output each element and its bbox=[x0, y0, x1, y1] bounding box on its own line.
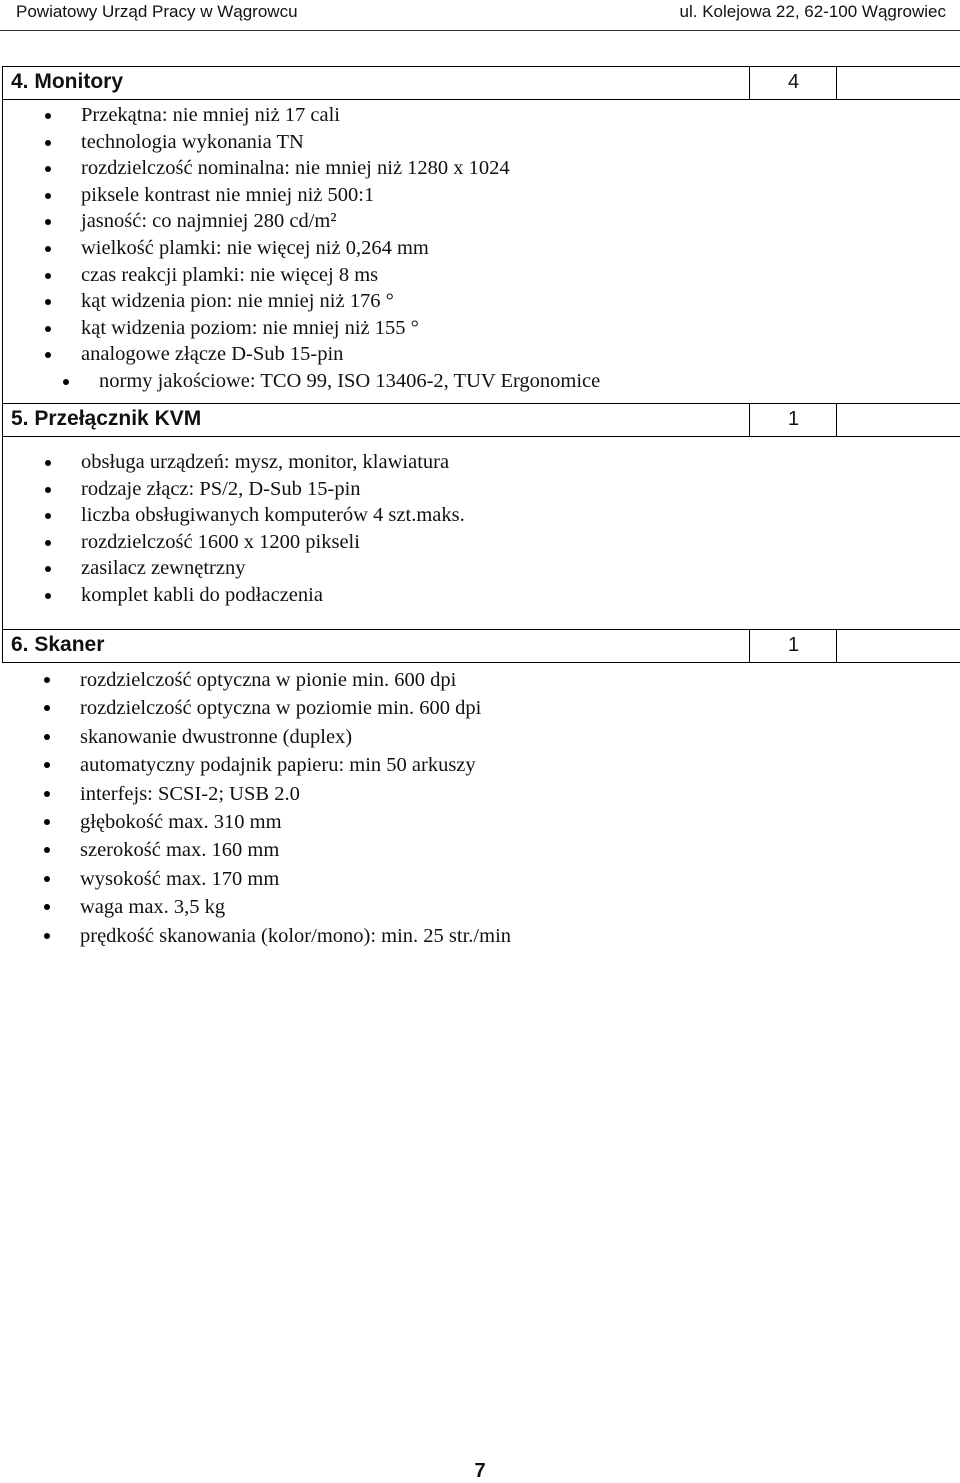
equipment-table bbox=[2, 66, 960, 963]
list-item: szerokość max. 160 mm bbox=[2, 836, 960, 864]
bullet-icon bbox=[44, 819, 50, 825]
page-header bbox=[0, 0, 960, 28]
bullet-icon bbox=[44, 705, 50, 711]
list-item: kąt widzenia pion: nie mniej niż 176 ° bbox=[3, 288, 960, 315]
header-office-name: Powiatowy Urząd Pracy w Wągrowcu bbox=[16, 2, 298, 21]
list-item: prędkość skanowania (kolor/mono): min. 25 str./min bbox=[2, 922, 960, 950]
list-item: wielkość plamki: nie więcej niż 0,264 mm bbox=[3, 235, 960, 262]
bullet-icon bbox=[44, 876, 50, 882]
list-item: skanowanie dwustronne (duplex) bbox=[2, 723, 960, 751]
bullet-icon bbox=[45, 273, 51, 279]
bullet-icon bbox=[45, 540, 51, 546]
quantity-value: 1 bbox=[788, 634, 800, 656]
list-item: rodzaje złącz: PS/2, D-Sub 15-pin bbox=[3, 476, 960, 503]
quantity-cell bbox=[749, 404, 837, 436]
header-address: ul. Kolejowa 22, 62-100 Wągrowiec bbox=[679, 2, 946, 21]
section-monitory bbox=[2, 66, 960, 403]
bullet-icon bbox=[45, 299, 51, 305]
quantity-value: 4 bbox=[788, 71, 800, 93]
section-title: 5. Przełącznik KVM bbox=[11, 407, 202, 430]
header-divider bbox=[0, 30, 960, 31]
bullet-icon bbox=[63, 379, 69, 385]
spec-list bbox=[3, 100, 960, 395]
list-item: czas reakcji plamki: nie więcej 8 ms bbox=[3, 262, 960, 289]
bullet-icon bbox=[45, 460, 51, 466]
quantity-cell bbox=[749, 67, 837, 99]
section-header bbox=[2, 629, 960, 663]
bullet-icon bbox=[45, 193, 51, 199]
page-number: 7 bbox=[474, 1460, 486, 1482]
list-item: kąt widzenia poziom: nie mniej niż 155 ° bbox=[3, 315, 960, 342]
quantity-cell bbox=[749, 630, 837, 662]
list-item: zasilacz zewnętrzny bbox=[3, 555, 960, 582]
bullet-icon bbox=[45, 219, 51, 225]
bullet-icon bbox=[45, 487, 51, 493]
bullet-icon bbox=[45, 140, 51, 146]
bullet-icon bbox=[45, 326, 51, 332]
list-item: liczba obsługiwanych komputerów 4 szt.maks. bbox=[3, 502, 960, 529]
bullet-icon bbox=[45, 566, 51, 572]
bullet-icon bbox=[45, 593, 51, 599]
bullet-icon bbox=[45, 113, 51, 119]
list-item: rozdzielczość 1600 x 1200 pikseli bbox=[3, 529, 960, 556]
bullet-icon bbox=[44, 734, 50, 740]
quantity-value: 1 bbox=[788, 408, 800, 430]
list-item: automatyczny podajnik papieru: min 50 arkuszy bbox=[2, 751, 960, 779]
list-item: interfejs: SCSI-2; USB 2.0 bbox=[2, 780, 960, 808]
list-item: Przekątna: nie mniej niż 17 cali bbox=[3, 102, 960, 129]
section-title: 6. Skaner bbox=[11, 633, 105, 656]
bullet-icon bbox=[44, 677, 50, 683]
bullet-icon bbox=[44, 847, 50, 853]
section-body bbox=[2, 663, 960, 963]
spec-list bbox=[3, 437, 960, 609]
list-item: głębokość max. 310 mm bbox=[2, 808, 960, 836]
list-item: obsługa urządzeń: mysz, monitor, klawiatura bbox=[3, 449, 960, 476]
list-item: komplet kabli do podłaczenia bbox=[3, 582, 960, 609]
list-item: rozdzielczość nominalna: nie mniej niż 1280 x 1024 bbox=[3, 155, 960, 182]
section-przelacznik-kvm bbox=[2, 403, 960, 629]
list-item: rozdzielczość optyczna w pionie min. 600 dpi bbox=[2, 666, 960, 694]
list-item: normy jakościowe: TCO 99, ISO 13406-2, TUV Ergonomice bbox=[3, 368, 960, 395]
bullet-icon bbox=[44, 791, 50, 797]
spec-list bbox=[2, 663, 960, 950]
list-item: piksele kontrast nie mniej niż 500:1 bbox=[3, 182, 960, 209]
section-body bbox=[2, 437, 960, 629]
list-item: analogowe złącze D-Sub 15-pin bbox=[3, 341, 960, 368]
section-title: 4. Monitory bbox=[11, 70, 124, 93]
bullet-icon bbox=[44, 762, 50, 768]
bullet-icon bbox=[45, 166, 51, 172]
section-header bbox=[2, 66, 960, 100]
section-body bbox=[2, 100, 960, 403]
section-header bbox=[2, 403, 960, 437]
bullet-icon bbox=[44, 904, 50, 910]
list-item: wysokość max. 170 mm bbox=[2, 865, 960, 893]
bullet-icon bbox=[45, 513, 51, 519]
list-item: waga max. 3,5 kg bbox=[2, 893, 960, 921]
list-item: technologia wykonania TN bbox=[3, 129, 960, 156]
section-skaner bbox=[2, 629, 960, 963]
bullet-icon bbox=[44, 933, 50, 939]
list-item: rozdzielczość optyczna w poziomie min. 600 dpi bbox=[2, 694, 960, 722]
bullet-icon bbox=[45, 246, 51, 252]
list-item: jasność: co najmniej 280 cd/m² bbox=[3, 208, 960, 235]
bullet-icon bbox=[45, 352, 51, 358]
